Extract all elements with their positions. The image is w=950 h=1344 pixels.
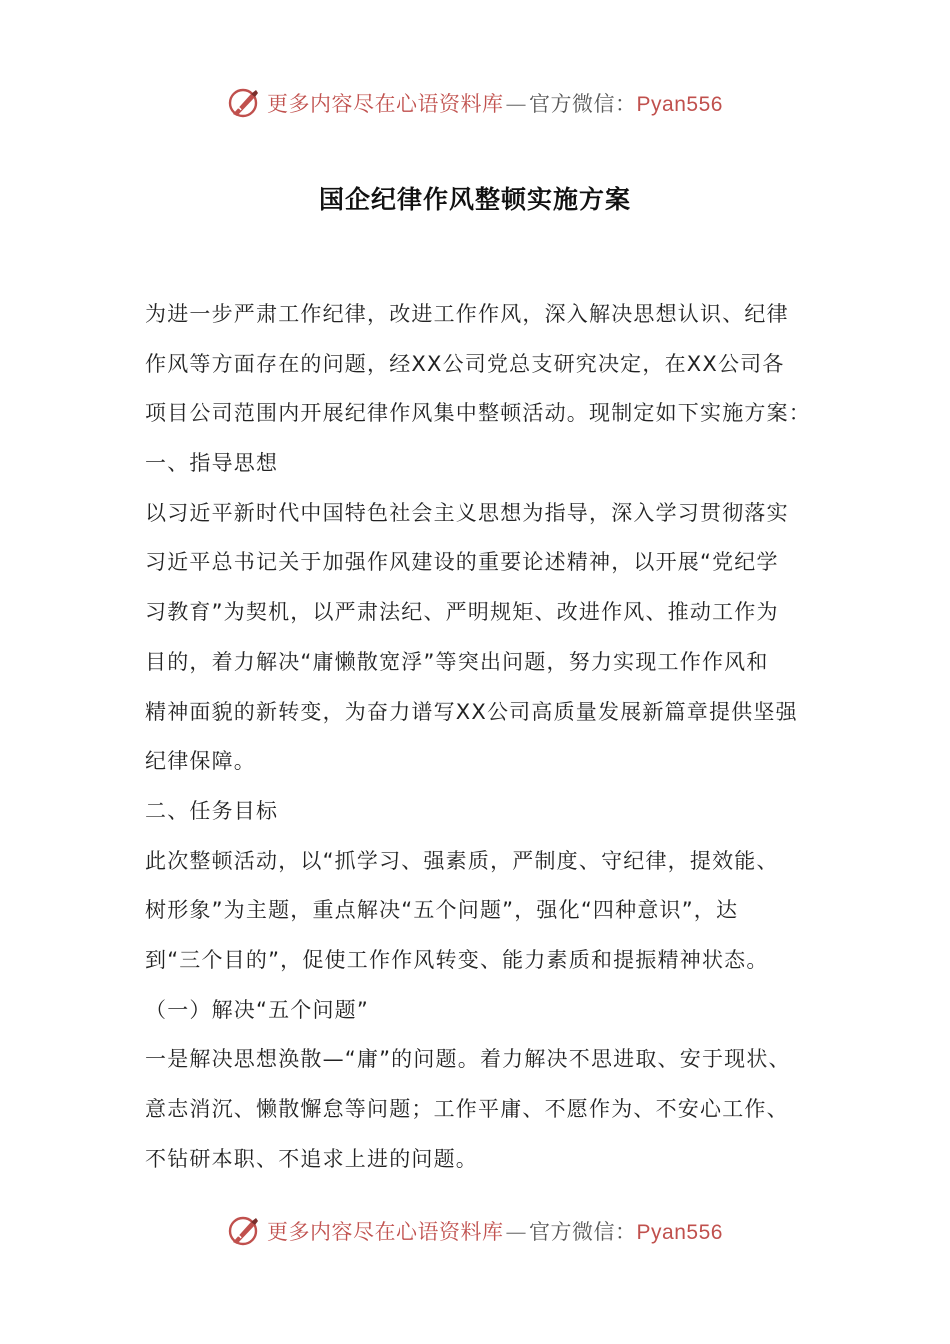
subsection-heading: （一）解决“五个问题” [145, 997, 369, 1022]
section-heading: 二、任务目标 [145, 798, 279, 823]
banner-wechat-id: Pyan556 [636, 93, 723, 116]
banner-official-label: 官方微信： [529, 92, 637, 116]
text-line: 项目公司范围内开展纪律作风集中整顿活动。现制定如下实施方案： [145, 401, 811, 426]
text-line: 习近平总书记关于加强作风建设的重要论述精神，以开展“党纪学 [145, 550, 779, 575]
document-title: 国企纪律作风整顿实施方案 [318, 185, 631, 214]
text-line: 纪律保障。 [145, 749, 256, 774]
banner-dash: — [505, 1220, 528, 1244]
text-line: 精神面貌的新转变，为奋力谱写XX公司高质量发展新篇章提供坚强 [145, 699, 798, 724]
banner-dash: — [505, 92, 528, 116]
text-line: 作风等方面存在的问题，经XX公司党总支研究决定，在XX公司各 [145, 351, 785, 376]
header-banner [0, 81, 950, 125]
text-line: 为进一步严肃工作纪律，改进工作作风，深入解决思想认识、纪律 [145, 302, 789, 326]
text-line: 目的，着力解决“庸懒散宽浮”等突出问题，努力实现工作作风和 [145, 649, 769, 674]
text-line: 意志消沉、懒散懈怠等问题；工作平庸、不愿作为、不安心工作、 [145, 1097, 789, 1121]
text-line: 到“三个目的”，促使工作作风转变、能力素质和提振精神状态。 [145, 947, 769, 972]
pen-logo-icon [227, 1214, 261, 1248]
text-line: 一是解决思想涣散—“庸”的问题。着力解决不思进取、安于现状、 [145, 1047, 791, 1072]
text-line: 习教育”为契机，以严肃法纪、严明规矩、改进作风、推动工作为 [145, 600, 779, 625]
pen-logo-icon [227, 86, 261, 120]
banner-main-text: 更多内容尽在心语资料库 [267, 92, 504, 116]
text-line: 不钻研本职、不追求上进的问题。 [145, 1146, 478, 1171]
footer-banner [0, 1209, 950, 1253]
text-line: 此次整顿活动，以“抓学习、强素质，严制度、守纪律，提效能、 [145, 848, 779, 873]
section-heading: 一、指导思想 [145, 451, 279, 476]
text-line: 树形象”为主题，重点解决“五个问题”，强化“四种意识”，达 [145, 898, 739, 923]
banner-main-text: 更多内容尽在心语资料库 [267, 1220, 504, 1244]
text-line: 以习近平新时代中国特色社会主义思想为指导，深入学习贯彻落实 [145, 500, 789, 525]
banner-text [267, 88, 723, 118]
banner-official-label: 官方微信： [529, 1220, 637, 1244]
document-body [145, 290, 815, 1184]
banner-text [267, 1216, 723, 1246]
banner-wechat-id: Pyan556 [636, 1221, 723, 1244]
